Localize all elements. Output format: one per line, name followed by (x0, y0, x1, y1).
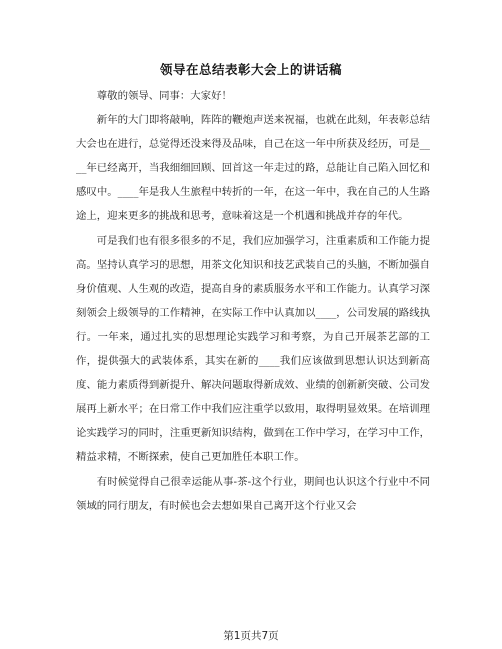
page-number-footer: 第1页共7页 (223, 630, 279, 642)
paragraph-3: 有时候觉得自己很幸运能从事-茶-这个行业，期间也认识这个行业中不同领域的同行朋友，有时候也会去想如果自己离开这个行业又会 (76, 475, 430, 512)
greeting-line: 尊敬的领导、同事：大家好！ (96, 90, 232, 102)
paragraph-2: 可是我们也有很多很多的不足，我们应加强学习，注重素质和工作能力提高。坚持认真学习的思想，用茶文化知识和技艺武装自己的头脑，不断加强自身价值观、人生观的改造，提高自身的素质服务水平和工作能力。认真学习深刻领会上级领导的工作精神，在实际工作中认真加以____，公司发展的路线执行。一年来，通过扎实的思想理论实践学习和考察，为自己开展茶艺部的工作，提供强大的武装体系，其实在新的____我们应该做到思想认识达到新高度、能力素质得到新提升、解决问题取得新成效、业绩的创新新突破、公司发展再上新水平；在日常工作中我们应注重学以致用，取得明显效果。在培训理论实践学习的同时，注重更新知识结构，做到在工作中学习，在学习中工作，精益求精，不断探索，使自己更加胜任本职工作。 (76, 234, 430, 464)
document-title: 领导在总结表彰大会上的讲话稿 (159, 62, 342, 77)
document-body (76, 84, 430, 518)
paragraph-1: 新年的大门即将敲响，阵阵的鞭炮声送来祝福，也就在此刻，年表彰总结大会也在进行，总觉得还没来得及品味，自己在这一年中所获及经历，可是____年已经离开，当我细细回顾、回首这一年走过的路，总能让自己陷入回忆和感叹中。____年是我人生旅程中转折的一年，在这一年中，我在自己的人生路途上，迎来更多的挑战和思考，意味着这是一个机遇和挑战并存的年代。 (76, 114, 430, 223)
